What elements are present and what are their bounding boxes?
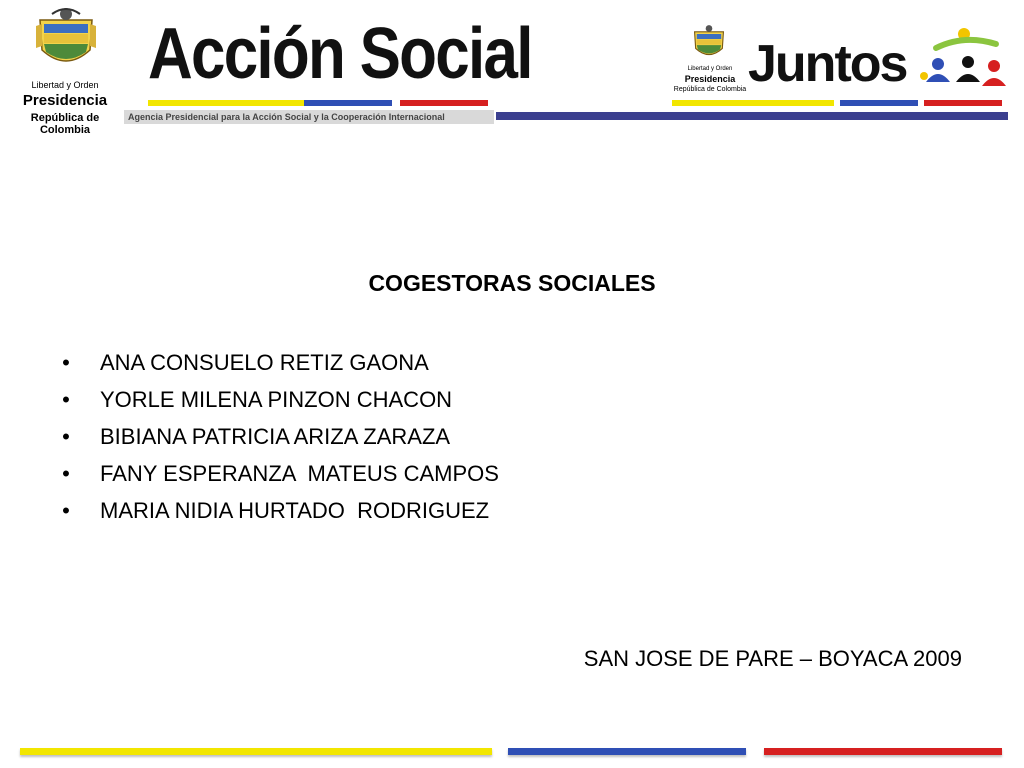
- presidencia-small-logo: [672, 24, 748, 104]
- footer-blue-bar: [508, 748, 746, 755]
- member-list: [56, 350, 499, 535]
- slide-heading: COGESTORAS SOCIALES: [368, 270, 656, 296]
- juntos-people-icon: [916, 26, 1008, 96]
- list-item: [56, 461, 499, 498]
- juntos-color-bars: [672, 100, 1008, 108]
- blue-bar: [304, 100, 392, 106]
- footer-yellow-bar: [20, 748, 492, 755]
- member-name: ANA CONSUELO RETIZ GAONA: [100, 350, 429, 375]
- bullet: •: [62, 424, 70, 449]
- header-divider: [496, 112, 1008, 120]
- list-item: [56, 387, 499, 424]
- presidencia-text: Presidencia: [684, 74, 736, 84]
- juntos-logo-text: Juntos: [748, 35, 907, 93]
- blue-bar: [840, 100, 918, 106]
- motto-text: Libertad y Orden: [687, 66, 733, 72]
- member-name: FANY ESPERANZA MATEUS CAMPOS: [100, 461, 499, 486]
- yellow-bar: [672, 100, 834, 106]
- bullet: •: [62, 461, 70, 486]
- republica-text: República de Colombia: [30, 112, 100, 136]
- presidencia-text: Presidencia: [22, 92, 108, 109]
- colombia-coat-of-arms-icon: [690, 24, 728, 64]
- motto-text: Libertad y Orden: [31, 80, 99, 90]
- member-name: YORLE MILENA PINZON CHACON: [100, 387, 453, 412]
- bullet: •: [62, 350, 70, 375]
- red-bar: [924, 100, 1002, 106]
- list-item: [56, 424, 499, 461]
- yellow-bar: [148, 100, 324, 106]
- agency-tagline: Agencia Presidencial para la Acción Social y la Cooperación Internacional: [124, 110, 494, 124]
- accion-social-color-bars: [124, 100, 494, 108]
- accion-social-logo-text: Acción Social: [148, 14, 532, 94]
- list-item: [56, 350, 499, 387]
- presidencia-logo: [6, 6, 124, 136]
- colombia-coat-of-arms-icon: [34, 6, 98, 78]
- bullet: •: [62, 387, 70, 412]
- location-date: SAN JOSE DE PARE – BOYACA 2009: [583, 646, 962, 671]
- list-item: [56, 498, 499, 535]
- member-name: BIBIANA PATRICIA ARIZA ZARAZA: [100, 424, 451, 449]
- red-bar: [400, 100, 488, 106]
- footer-red-bar: [764, 748, 1002, 755]
- bullet: •: [62, 498, 70, 523]
- member-name: MARIA NIDIA HURTADO RODRIGUEZ: [100, 498, 490, 523]
- republica-text: República de Colombia: [673, 86, 747, 93]
